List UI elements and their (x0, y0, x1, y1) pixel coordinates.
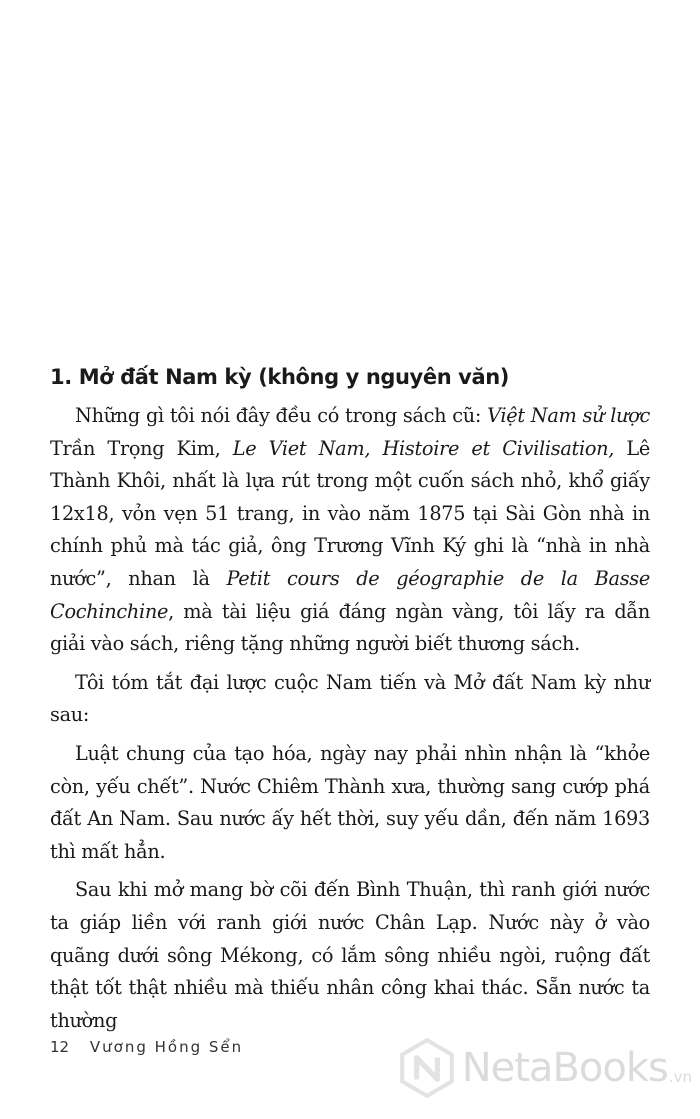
page-number: 12 (50, 1038, 70, 1056)
paragraph-4: Sau khi mở mang bờ cõi đến Bình Thuận, thì ranh giới nước ta giáp liền với ranh giới nước Chân Lạp. Nước này ở vào quãng dưới sông Mékong, có lắm sông nhiều ngòi, ruộng đất thật tốt thật nhiều mà thiếu nhân công khai thác. Sẵn nước ta thường (50, 878, 650, 1032)
netabooks-watermark (396, 1028, 692, 1108)
paragraph-1 (50, 400, 650, 661)
paragraph-1-text-a: Những gì tôi nói đây đều có trong sách cũ: (75, 404, 488, 427)
page-footer (50, 1038, 243, 1056)
paragraph-3: Luật chung của tạo hóa, ngày nay phải nhìn nhận là “khỏe còn, yếu chết”. Nước Chiêm Thành xưa, thường sang cướp phá đất An Nam. Sau nước ấy hết thời, suy yếu dần, đến năm 1693 thì mất hẳn. (50, 741, 650, 863)
paragraph-2: Tôi tóm tắt đại lược cuộc Nam tiến và Mở đất Nam kỳ như sau: (50, 670, 650, 727)
section-heading: 1. Mở đất Nam kỳ (không y nguyên văn) (50, 365, 509, 389)
watermark-brand: NetaBooks (461, 1045, 668, 1091)
book-title-petit-cours: Petit cours de géographie de la Basse Cochinchine (50, 566, 650, 623)
netabooks-logo-icon (396, 1037, 458, 1099)
book-title-le-viet-nam: Le Viet Nam, Histoire et Civilisation, (232, 436, 615, 460)
watermark-suffix: .vn (668, 1068, 692, 1086)
book-title-viet-nam-su-luoc: Việt Nam sử lược (487, 404, 651, 427)
running-author: Vương Hồng Sển (89, 1038, 244, 1056)
paragraph-1-text-c: Lê Thành Khôi, nhất là lựa rút trong một cuốn sách nhỏ, khổ giấy 12x18, vỏn vẹn 51 trang, in vào năm 1875 tại Sài Gòn nhà in chính phủ mà tác giả, ông Trương Vĩnh Ký ghi là “nhà in nhà nước”, nhan là (50, 436, 650, 590)
paragraph-1-text-b: Trần Trọng Kim, (50, 436, 233, 460)
paragraph-1-text-d: , mà tài liệu giá đáng ngàn vàng, tôi lấy ra dẫn giải vào sách, riêng tặng những người biết thương sách. (50, 599, 650, 656)
body-text (50, 400, 650, 1043)
